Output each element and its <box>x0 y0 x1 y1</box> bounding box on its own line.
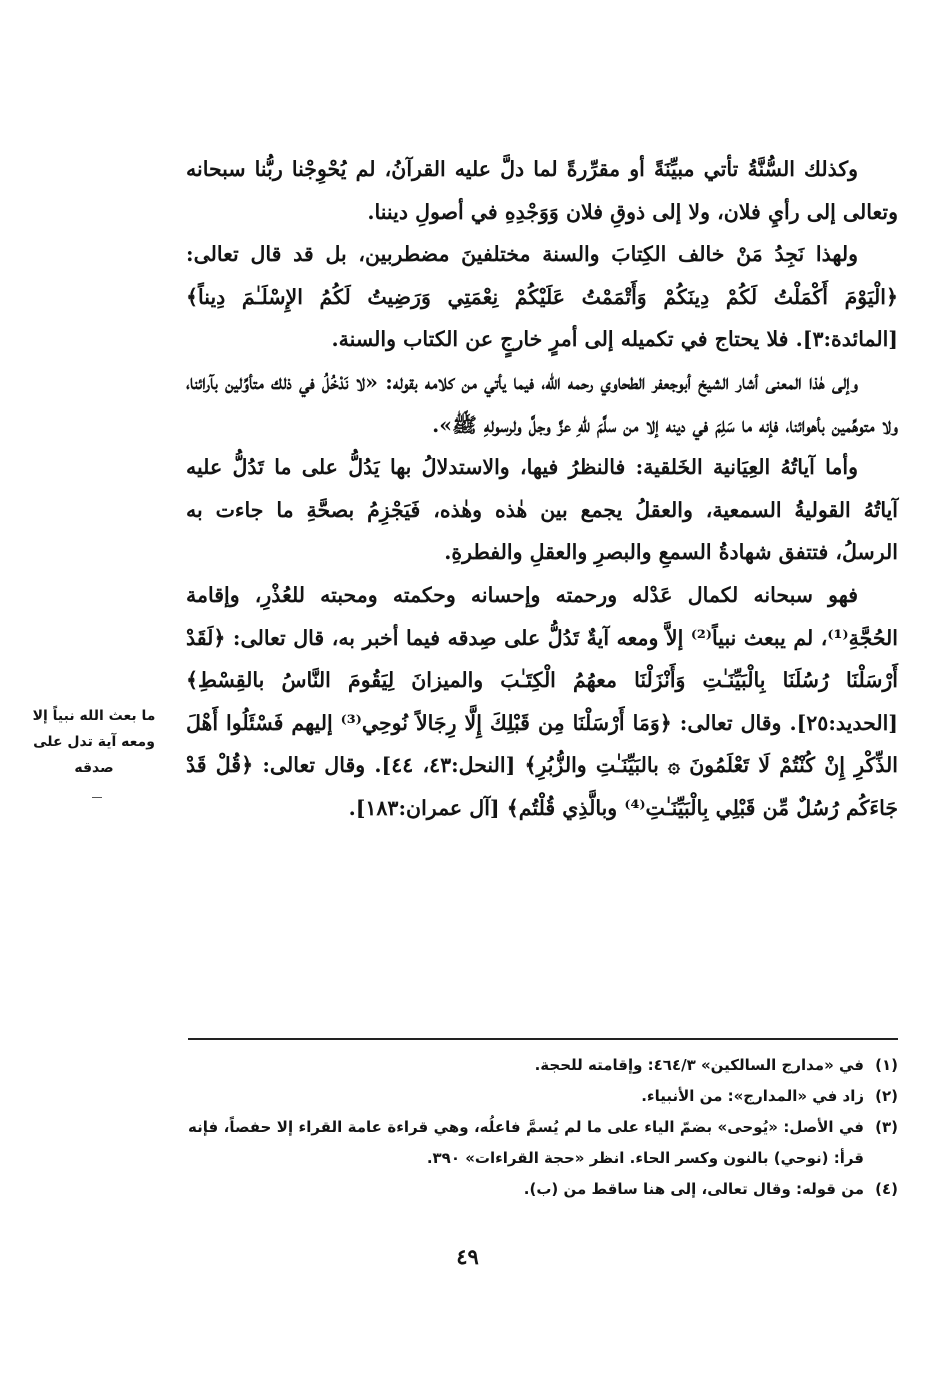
footnote-separator <box>188 1038 898 1040</box>
footnote-text: في الأصل: «يُوحى» بضمّ الياء على ما لم يُسمَّ فاعلُه، وهي قراءة عامة القراء إلا حفصاً، فإنه قرأ: (نوحي) بالنون وكسر الحاء. انظر «حجة القراءات» ٣٩٠. <box>188 1118 864 1167</box>
footnote-number: (٣) <box>875 1118 898 1136</box>
footnote-item <box>188 1081 898 1112</box>
page-number: ٤٩ <box>456 1244 479 1269</box>
footnote-text: من قوله: وقال تعالى، إلى هنا ساقط من (ب). <box>523 1180 864 1198</box>
footnotes <box>188 1050 898 1205</box>
margin-note-divider <box>92 797 102 798</box>
footnote-text: زاد في «المدارج»: من الأنبياء. <box>641 1087 864 1105</box>
paragraph-1: وكذلك السُّنَّةُ تأتي مبيِّنَةً أو مقرِّرةً لما دلَّ عليه القرآنُ، لم يُحْوِجْنا ربُّنا سبحانه وتعالى إلى رأيِ فلان، ولا إلى ذوقِ فلان وَوَجْدِهِ في أصولِ ديننا. <box>186 157 898 224</box>
footnote-number: (٤) <box>875 1180 898 1198</box>
paragraph-4: وأما آياتُهُ العِيَانية الخَلقية: فالنظرُ فيها، والاستدلالُ بها يَدُلُّ على ما تَدُلُّ عليه آياتُهُ القوليةُ السمعية، والعقلُ يجمع بين هٰذه وهٰذه، فَيَجْزِمُ بصحَّةِ ما جاءت به الرسلُ، فتتفق شهادةُ السمعِ والبصرِ والعقلِ والفطرةِ. <box>186 455 898 565</box>
footnote-item <box>188 1112 898 1174</box>
paragraph-2: ولهذا نَجِدُ مَنْ خالف الكِتابَ والسنة مختلفينَ مضطربين، بل قد قال تعالى: ﴿الْيَوْمَ أَكْمَلْتُ لَكُمْ دِينَكُمْ وَأَتْمَمْتُ عَلَيْكُمْ نِعْمَتِي وَرَضِيتُ لَكُمُ الإِسْلَـٰمَ دِيناً﴾ [المائدة:٣]. فلا يحتاج في تكميله إلى أمرٍ خارجٍ عن الكتاب والسنة. <box>186 242 898 352</box>
footnote-item <box>188 1050 898 1081</box>
margin-note: ما بعث الله نبياً إلا ومعه آية تدل على صدقه <box>32 708 156 776</box>
paragraph-3: وإلى هٰذا المعنى أشار الشيخ أبوجعفر الطحاوي رحمه الله، فيما يأتي من كلامه بقوله: «لا نَدْخُلُ في ذلك متأوِّلين بآرائنا، ولا متوهِّمين بأهوائنا، فإنه ما سَلِمَ في دينه إلا من سلَّمَ للّٰهِ عزَّ وجلَّ ولرسولهِ ﷺ». <box>186 369 898 437</box>
footnote-number: (١) <box>875 1056 898 1074</box>
paragraph-5: فهو سبحانه لكمال عَدْله ورحمته وإحسانه وحكمته ومحبته للعُذْرِ، وإقامة الحُجَّةِ⁽¹⁾، لم يبعث نبياً⁽²⁾ إلاَّ ومعه آيةٌ تَدُلُّ على صِدقه فيما أخبر به، قال تعالى: ﴿لَقَدْ أَرْسَلْنَا رُسُلَنَا بِالْبَيِّنَـٰتِ وَأَنْزَلْنَا معهُمُ الْكِتَـٰبَ والميزانَ لِيَقُومَ النَّاسُ بالقِسْطِ﴾ [الحديد:٢٥]. وقال تعالى: ﴿وَمَا أَرْسَلْنَا مِن قَبْلِكَ إِلَّا رِجَالاً نُوحِي⁽³⁾ إليهم فَسْئَلُوا أَهْلَ الذِّكْرِ إِنْ كُنْتُمْ لَا تَعْلَمُونَ ۞ بالبَيِّنَـٰتِ والزُّبُرِ﴾ [النحل:٤٣، ٤٤]. وقال تعالى: ﴿قُلْ قَدْ جَاءَكُم رُسُلٌ مِّن قَبْلِي بِالْبَيِّنَـٰتِ⁽⁴⁾ وبالَّذِي قُلْتُم﴾ [آل عمران:١٨٣]. <box>186 582 898 820</box>
footnote-text: في «مدارج السالكين» ٤٦٤/٣: وإقامته للحجة. <box>534 1056 864 1074</box>
footnote-number: (٢) <box>875 1087 898 1105</box>
footnote-item <box>188 1174 898 1205</box>
main-text-block <box>186 148 898 830</box>
